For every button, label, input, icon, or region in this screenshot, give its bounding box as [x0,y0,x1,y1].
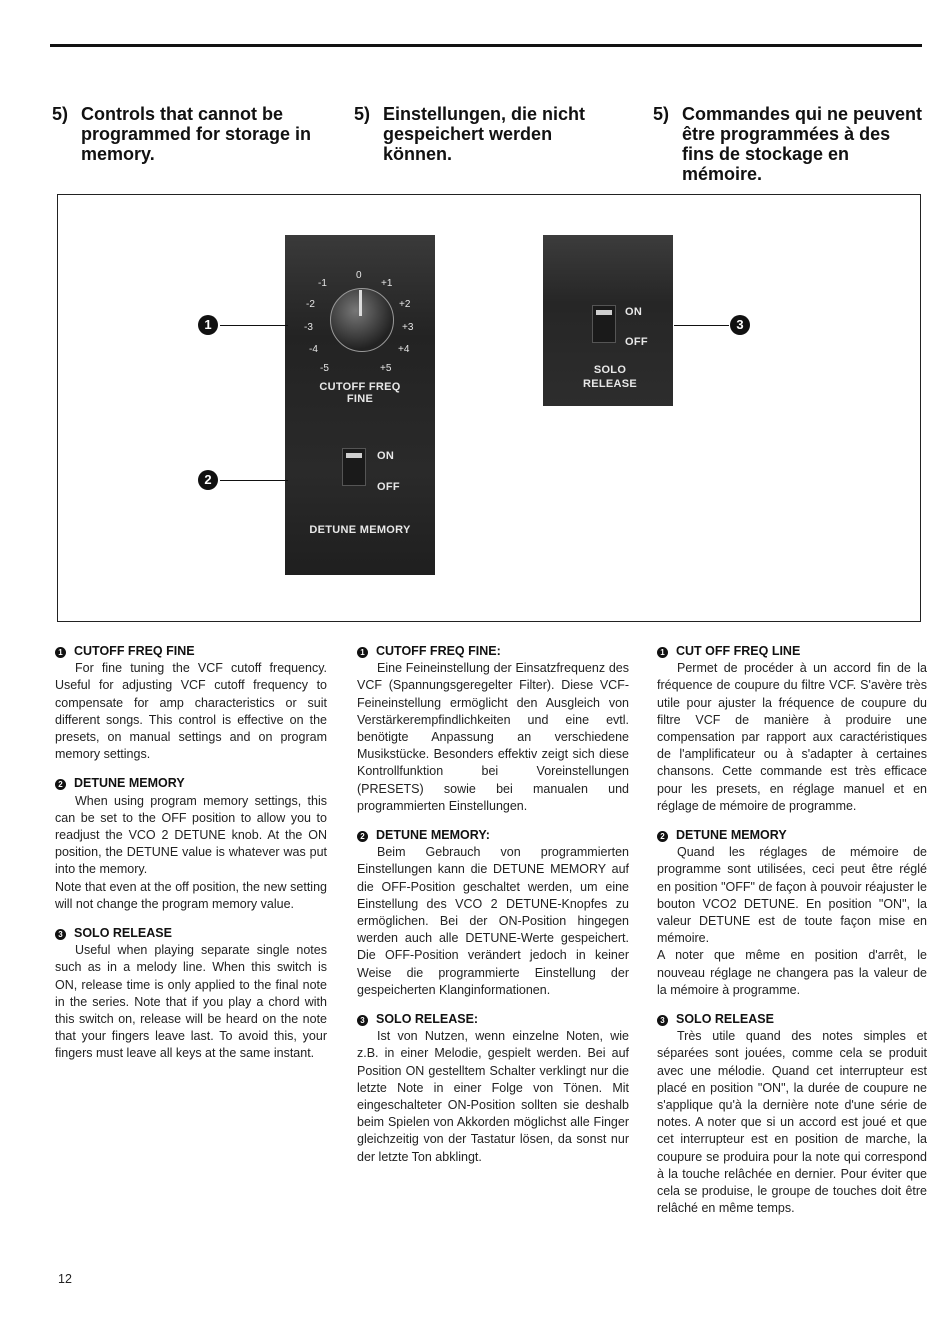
section-detune-memory [55,775,327,913]
section-text: Useful when playing separate single notes such as in a melody line. When this switch is ON, release time is only applied to the final note in the series. Note that if you play a chord with this switch on, release will be heard on the note that your fingers leave last. To avoid this, your fingers must leave all keys at the same instant. [55,943,327,1061]
scale-mark: +2 [399,299,411,310]
callout-line [674,325,729,326]
heading-text: Einstellungen, die nicht gespeichert werden können. [383,104,586,164]
switch-off-label: OFF [377,481,400,493]
german-column [357,643,629,1178]
section-number-badge: 3 [55,929,66,940]
section-solo-release [657,1011,927,1217]
section-title: SOLO RELEASE: [376,1012,479,1027]
callout-line [220,480,288,481]
scale-mark: +4 [398,344,410,355]
section-number-badge: 2 [357,831,368,842]
solo-release-switch [592,305,616,343]
section-detune-memory [657,827,927,999]
section-text: Beim Gebrauch von programmierten Einstellungen kann die DETUNE MEMORY auf die OFF-Position geschaltet werden, um eine Einstellung des VCO 2 DETUNE-Knopfes zu ermöglichen. Bei der ON-Position hingegen werden auch alle DETUNE-Werte gespeichert. Die OFF-Position verändert jedoch in keiner Weise die programmierte Einstellung der gespeicherten Klanginformationen. [357,845,629,997]
scale-mark: +1 [381,278,393,289]
section-title: CUTOFF FREQ FINE [74,644,195,658]
heading-french [653,104,925,184]
switch-on-label: ON [625,306,643,318]
heading-number: 5) [653,104,670,124]
section-title: DETUNE MEMORY [676,828,787,843]
section-text: A noter que même en position d'arrêt, le nouveau réglage ne changera pas la valeur de la mémoire à programme. [657,948,927,997]
section-title: SOLO RELEASE [676,1012,774,1027]
section-title: DETUNE MEMORY: [376,828,490,843]
section-solo-release [55,925,327,1063]
section-number-badge: 3 [657,1015,668,1026]
section-number-badge: 1 [55,647,66,658]
section-number-badge: 3 [357,1015,368,1026]
knob-label: CUTOFF FREQ [319,381,401,393]
switch-label: RELEASE [582,378,638,390]
page-number: 12 [58,1272,72,1286]
callout-2: 2 [198,470,218,490]
section-cutoff-freq-fine [357,643,629,815]
section-title: CUT OFF FREQ LINE [676,644,801,658]
heading-text: Controls that cannot be programmed for storage in memory. [81,104,312,164]
section-text: Très utile quand des notes simples et séparées sont jouées, comme cela se produit avec une mélodie. Quand cet interrupteur est placé en position "ON", la durée de coupure ne s'applique qu'à la dernière note d'une série de notes. A noter que si un accord est joué et que cet interrupteur est en position de marche, la coupure se produira pour la note qui correspond à la touche relâchée en dernier. Pour éviter que cela se produise, le groupe de touches doit être relâché en même temps. [657,1029,927,1216]
heading-english [52,104,324,164]
scale-mark: -3 [304,322,313,333]
scale-mark: -1 [318,278,327,289]
callout-line [220,325,288,326]
heading-german [354,104,616,164]
heading-text: Commandes qui ne peuvent être programmées à des fins de stockage en mémoire. [682,104,923,184]
heading-number: 5) [354,104,371,124]
switch-label: SOLO [593,364,627,376]
section-text: Note that even at the off position, the new setting will not change the program memory value. [55,879,327,911]
figure-frame [57,194,921,622]
switch-off-label: OFF [625,336,648,348]
section-number-badge: 1 [357,647,368,658]
scale-mark: +5 [380,363,392,374]
knob-pointer [359,290,362,316]
section-number-badge: 2 [657,831,668,842]
scale-mark: +3 [402,322,414,333]
section-number-badge: 2 [55,779,66,790]
section-title: CUTOFF FREQ FINE: [376,644,501,658]
scale-mark: 0 [356,270,362,281]
section-text: Eine Feineinstellung der Einsatzfrequenz des VCF (Spannungsgeregelter Filter). Diese VCF-Feineinstellung ermöglicht den Ausgleich von Verstärkerempfindlichkeiten und eine evtl. benötigte Anpassung an verschiedene Musikstücke. Besonders effektiv zeigt sich diese Kontrollfunktion bei Voreinstellungen (PRESETS) sowie bei manualen und programmierten Einstellungen. [357,661,629,813]
section-text: Permet de procéder à un accord fin de la fréquence de coupure du filtre VCF. S'avère très utile pour ajuster la fréquence de coupure du filtre VCF de manière à produire une compensation par rapport aux caractéristiques de l'amplificateur ou à s'adapter à certaines chansons. Cette commande est très efficace pour les presets, en réglage manuel et en réglage de mémoire de programme. [657,661,927,813]
knob-label: FINE [346,393,374,405]
heading-number: 5) [52,104,69,124]
section-title: DETUNE MEMORY [74,776,185,791]
section-text: For fine tuning the VCF cutoff frequency. Useful for adjusting VCF cutoff frequency to compensate for amp characteristics or suit different songs. This control is effective on the presets, on manual settings and on program memory settings. [55,661,327,762]
french-column [657,643,927,1230]
section-text: Ist von Nutzen, wenn einzelne Noten, wie z.B. in einer Melodie, gespielt werden. Bei auf Position ON gestelltem Schalter verklingt nur die letzte Note in einer Folge von Tönen. Mit eingeschalteter ON-Position sollten sie deshalb beim Spielen von Akkorden möglichst alle Finger gleichzeitig von der Tastatur lösen, da sonst nur der letzte Ton abklingt. [357,1029,629,1164]
top-rule [50,44,922,47]
switch-label: DETUNE MEMORY [309,524,411,536]
scale-mark: -2 [306,299,315,310]
section-title: SOLO RELEASE [74,926,172,941]
switch-on-label: ON [377,450,395,462]
callout-3: 3 [730,315,750,335]
cutoff-freq-fine-knob [330,288,394,352]
english-column [55,643,327,1075]
scale-mark: -5 [320,363,329,374]
section-text: Quand les réglages de mémoire de programme sont utilisées, ceci peut être réglé en position "OFF" de façon à pouvoir réajuster le bouton VCO2 DETUNE. En position "ON", la valeur DETUNE est de toute façon mise en mémoire. [657,845,927,946]
section-number-badge: 1 [657,647,668,658]
scale-mark: -4 [309,344,318,355]
callout-1: 1 [198,315,218,335]
section-solo-release [357,1011,629,1166]
section-cutoff-freq-fine [55,643,327,763]
section-cutoff-freq-line [657,643,927,815]
detune-memory-switch [342,448,366,486]
section-text: When using program memory settings, this can be set to the OFF position to allow you to readjust the VCO 2 DETUNE knob. At the ON position, the DETUNE value is whatever was put into the memory. [55,793,327,877]
section-detune-memory [357,827,629,999]
